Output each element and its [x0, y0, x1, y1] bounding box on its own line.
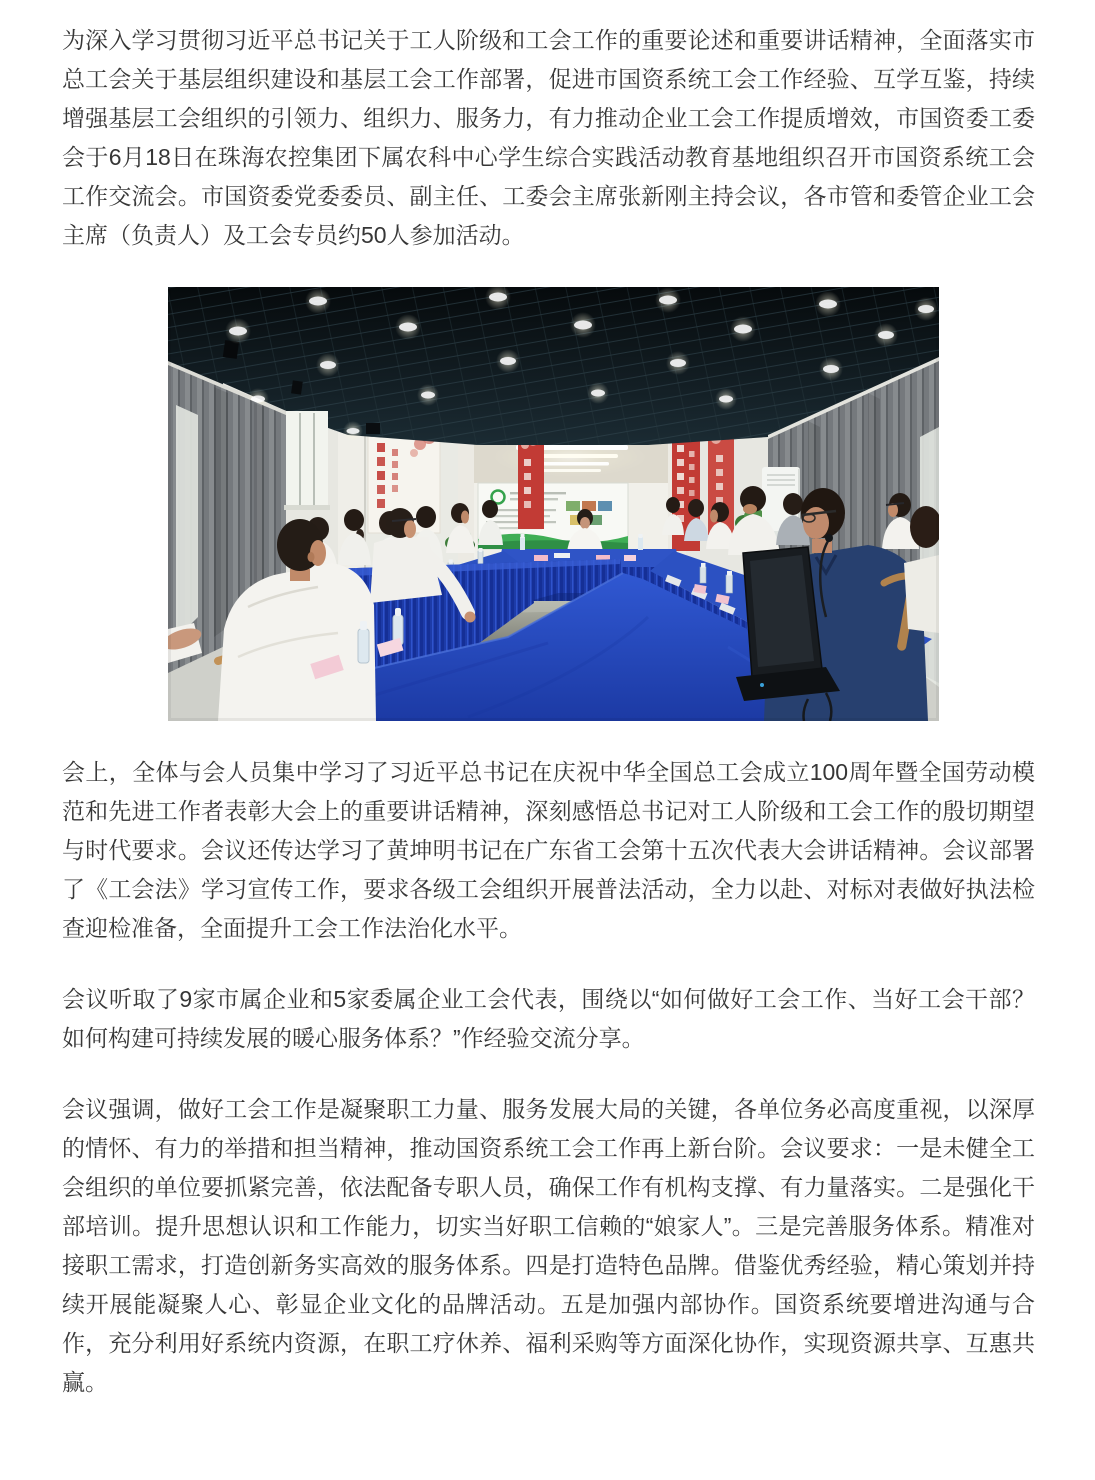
paragraph-3: 会议听取了9家市属企业和5家委属企业工会代表，围绕以“如何做好工会工作、当好工会干部？如何构建可持续发展的暖心服务体系？”作经验交流分享。	[62, 986, 1035, 1051]
meeting-photo	[168, 287, 939, 721]
laptop-power-light	[760, 683, 764, 687]
meeting-photo-illustration	[168, 287, 939, 721]
red-banner-left	[518, 436, 544, 529]
paragraph-4: 会议强调，做好工会工作是凝聚职工力量、服务发展大局的关键，各单位务必高度重视，以深厚的情怀、有力的举措和担当精神，推动国资系统工会工作再上新台阶。会议要求：一是未健全工会组织的单位要抓紧完善，依法配备专职人员，确保工作有机构支撑、有力量落实。二是强化干部培训。提升思想认识和工作能力，切实当好职工信赖的“娘家人”。三是完善服务体系。精准对接职工需求，打造创新务实高效的服务体系。四是打造特色品牌。借鉴优秀经验，精心策划并持续开展能凝聚人心、彰显企业文化的品牌活动。五是加强内部协作。国资系统要增进沟通与合作，充分利用好系统内资源，在职工疗休养、福利采购等方面深化协作，实现资源共享、互惠共赢。	[62, 1096, 1035, 1395]
window-left	[284, 411, 330, 510]
paragraph-1: 为深入学习贯彻习近平总书记关于工人阶级和工会工作的重要论述和重要讲话精神，全面落实市总工会关于基层组织建设和基层工会工作部署，促进市国资系统工会工作经验、互学互鉴，持续增强基层工会组织的引领力、组织力、服务力，有力推动企业工会工作提质增效，市国资委工委会于6月18日在珠海农控集团下属农科中心学生综合实践活动教育基地组织召开市国资系统工会工作交流会。市国资委党委委员、副主任、工委会主席张新刚主持会议，各市管和委管企业工会主席（负责人）及工会专员约50人参加活动。	[62, 27, 1035, 248]
window-slit-left	[176, 405, 198, 639]
paragraph-2: 会上，全体与会人员集中学习了习近平总书记在庆祝中华全国总工会成立100周年暨全国劳动模范和先进工作者表彰大会上的重要讲话精神，深刻感悟总书记对工人阶级和工会工作的殷切期望与时代要求。会议还传达学习了黄坤明书记在广东省工会第十五次代表大会讲话精神。会议部署了《工会法》学习宣传工作，要求各级工会组织开展普法活动，全力以赴、对标对表做好执法检查迎检准备，全面提升工会工作法治化水平。	[62, 759, 1035, 941]
